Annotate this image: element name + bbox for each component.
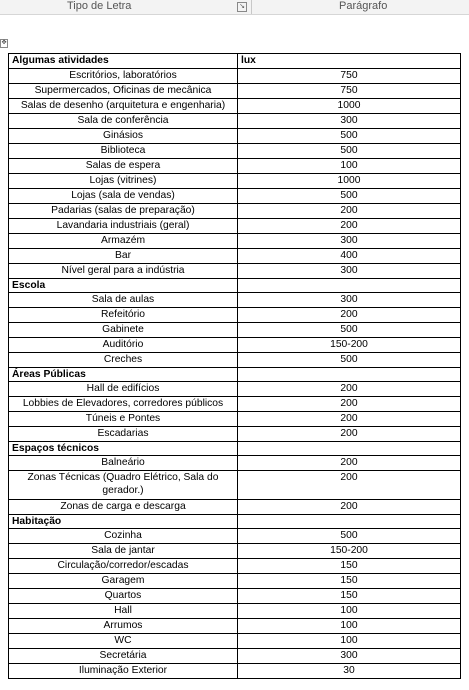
table-row [9, 219, 461, 234]
activity-cell: Salas de desenho (arquitetura e engenharia) [9, 99, 238, 114]
activity-cell: Bar [9, 249, 238, 264]
activity-cell: Sala de jantar [9, 544, 238, 559]
lux-cell: 1000 [238, 99, 461, 114]
lux-cell: 150 [238, 589, 461, 604]
paragraph-group-label: Parágrafo [339, 0, 388, 12]
section-row [9, 368, 461, 382]
activity-cell: Escadarias [9, 427, 238, 442]
lux-cell: 500 [238, 323, 461, 338]
lux-cell: 500 [238, 189, 461, 204]
activity-cell: Túneis e Pontes [9, 412, 238, 427]
activity-cell: Lojas (vitrines) [9, 174, 238, 189]
section-empty-cell [238, 279, 461, 293]
activity-cell: Iluminação Exterior [9, 664, 238, 679]
section-empty-cell [238, 368, 461, 382]
activity-cell: Secretária [9, 649, 238, 664]
lux-cell: 500 [238, 129, 461, 144]
font-group [0, 0, 252, 14]
lux-cell: 150-200 [238, 338, 461, 353]
activity-cell: Creches [9, 353, 238, 368]
activity-cell: Sala de aulas [9, 293, 238, 308]
section-row [9, 442, 461, 456]
activity-cell: Hall [9, 604, 238, 619]
activity-cell: Escritórios, laboratórios [9, 69, 238, 84]
activity-cell: Supermercados, Oficinas de mecânica [9, 84, 238, 99]
table-row [9, 189, 461, 204]
section-title: Espaços técnicos [9, 442, 238, 456]
activity-cell: Hall de edifícios [9, 382, 238, 397]
table-row [9, 427, 461, 442]
lux-cell: 200 [238, 412, 461, 427]
table-row [9, 249, 461, 264]
table-row [9, 456, 461, 471]
table-row [9, 664, 461, 679]
table-row [9, 174, 461, 189]
table-row [9, 308, 461, 323]
activity-cell: Cozinha [9, 529, 238, 544]
table-row [9, 619, 461, 634]
table-row [9, 204, 461, 219]
lux-cell: 200 [238, 204, 461, 219]
lux-cell: 200 [238, 397, 461, 412]
section-empty-cell [238, 442, 461, 456]
lux-cell: 750 [238, 84, 461, 99]
lux-cell: 500 [238, 144, 461, 159]
table-row [9, 293, 461, 308]
lux-cell: 300 [238, 293, 461, 308]
table-row [9, 529, 461, 544]
table-row [9, 338, 461, 353]
activity-cell: Balneário [9, 456, 238, 471]
font-group-label: Tipo de Letra [67, 0, 132, 12]
activity-cell: Armazém [9, 234, 238, 249]
lux-cell: 200 [238, 308, 461, 323]
activity-cell: Refeitório [9, 308, 238, 323]
section-row [9, 279, 461, 293]
lux-cell: 300 [238, 649, 461, 664]
activity-cell: Padarias (salas de preparação) [9, 204, 238, 219]
activity-cell: Ginásios [9, 129, 238, 144]
section-title: Habitação [9, 515, 238, 529]
activity-cell: Quartos [9, 589, 238, 604]
section-row [9, 515, 461, 529]
activity-cell: Circulação/corredor/escadas [9, 559, 238, 574]
table-row [9, 649, 461, 664]
lux-cell: 300 [238, 114, 461, 129]
table-row [9, 99, 461, 114]
section-title: Escola [9, 279, 238, 293]
table-row [9, 397, 461, 412]
table-row [9, 412, 461, 427]
table-row [9, 234, 461, 249]
table-row [9, 589, 461, 604]
table-row [9, 84, 461, 99]
table-row [9, 159, 461, 174]
activity-cell: Zonas de carga e descarga [9, 500, 238, 515]
activity-cell: Lobbies de Elevadores, corredores públicos [9, 397, 238, 412]
lux-cell: 100 [238, 634, 461, 649]
activity-cell: Sala de conferência [9, 114, 238, 129]
table-move-handle-icon[interactable]: ✥ [1, 40, 7, 46]
table-row [9, 129, 461, 144]
table-row [9, 144, 461, 159]
lux-cell: 200 [238, 500, 461, 515]
table-row [9, 559, 461, 574]
table-row [9, 604, 461, 619]
activity-cell: WC [9, 634, 238, 649]
lux-cell: 30 [238, 664, 461, 679]
lux-cell: 300 [238, 264, 461, 279]
activity-cell: Nível geral para a indústria [9, 264, 238, 279]
activity-cell: Arrumos [9, 619, 238, 634]
lux-table [8, 53, 461, 679]
ribbon-bar [0, 0, 469, 15]
lux-cell: 150-200 [238, 544, 461, 559]
activity-cell: Lojas (sala de vendas) [9, 189, 238, 204]
table-row [9, 382, 461, 397]
lux-cell: 100 [238, 604, 461, 619]
table-row [9, 264, 461, 279]
table-row [9, 114, 461, 129]
activity-cell: Lavandaria industriais (geral) [9, 219, 238, 234]
table-row [9, 544, 461, 559]
activity-cell: Gabinete [9, 323, 238, 338]
table-row [9, 574, 461, 589]
lux-cell: 200 [238, 471, 461, 500]
table-row [9, 500, 461, 515]
lux-cell: 100 [238, 159, 461, 174]
table-row [9, 634, 461, 649]
lux-cell: 750 [238, 69, 461, 84]
lux-cell: 500 [238, 353, 461, 368]
table-header-row [9, 54, 461, 69]
lux-cell: 1000 [238, 174, 461, 189]
lux-cell: 150 [238, 559, 461, 574]
lux-cell: 500 [238, 529, 461, 544]
lux-cell: 200 [238, 456, 461, 471]
section-empty-cell [238, 515, 461, 529]
activity-cell: Salas de espera [9, 159, 238, 174]
section-title: Áreas Públicas [9, 368, 238, 382]
lux-cell: 150 [238, 574, 461, 589]
lux-cell: 200 [238, 219, 461, 234]
lux-cell: 400 [238, 249, 461, 264]
header-lux: lux [238, 54, 461, 69]
activity-cell: Garagem [9, 574, 238, 589]
activity-cell: Biblioteca [9, 144, 238, 159]
lux-cell: 100 [238, 619, 461, 634]
activity-cell: Zonas Técnicas (Quadro Elétrico, Sala do gerador.) [9, 471, 238, 500]
table-row [9, 69, 461, 84]
lux-cell: 200 [238, 427, 461, 442]
dialog-launcher-icon[interactable]: ↘ [237, 2, 247, 12]
header-activity: Algumas atividades [9, 54, 238, 69]
activity-cell: Auditório [9, 338, 238, 353]
lux-cell: 200 [238, 382, 461, 397]
table-row [9, 353, 461, 368]
lux-cell: 300 [238, 234, 461, 249]
table-row [9, 471, 461, 500]
table-row [9, 323, 461, 338]
